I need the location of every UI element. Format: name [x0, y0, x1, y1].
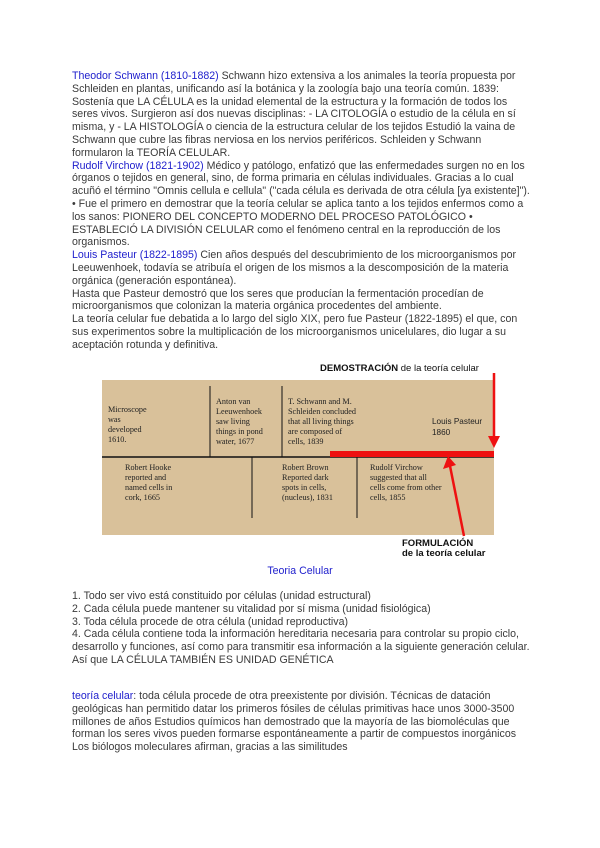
svg-text:cork, 1665: cork, 1665 [125, 493, 161, 502]
virchow-text: Médico y patólogo, enfatizó que las enfermedades surgen no en los órganos o tejidos en general, sino, de forma primaria en células individuales. Gracias a lo cual acuñó el término "Omnis cellula e cellula" ("cada célula es derivada de otra célula [ya existente]"). • Fue el primero en demostrar que la teoría celular se aplica tanto a los tejidos enfermos como a los sanos: PIONERO DEL CONCEPTO MODERNO DEL PROCESO PATOLÓGICO • ESTABLECIÓ LA DIVISIÓN CELULAR como el fenómeno central en la reproducción de los organismos. [72, 159, 530, 249]
svg-text:1860: 1860 [432, 428, 451, 437]
demostracion-label: DEMOSTRACIÓN de la teoría celular [320, 363, 479, 374]
paragraph-hasta: Hasta que Pasteur demostró que los seres que producían la fermentación procedían de microorganismos que colonizan la materia orgánica procedentes del ambiente. [72, 287, 484, 313]
teoria-celular-term: teoría celular [72, 690, 134, 702]
paragraph-la-teoria: La teoría celular fue debatida a lo largo del siglo XIX, pero fue Pasteur (1822-1895) el que, con sus experimentos sobre la multiplicación de los microorganismos unicelulares, dio lugar a su aceptación rotunda y definitiva. [72, 313, 518, 351]
svg-text:1610.: 1610. [108, 435, 127, 444]
schwann-text: Schwann hizo extensiva a los animales la teoría propuesta por Schleiden en plantas, unificando así la botánica y la zoología bajo una teoría común. 1839: Sostenía que LA CÉLULA es la unidad elemental de la estructura y la formación de todos los seres vivos. Surgieron así dos nuevas disciplinas: - LA CITOLOGÍA o estudio de la célula en sí misma, y - LA HISTOLOGÍA o ciencia de la estructura celular de los tejidos Estudió la vaina de Schwann que cubre las fibras nerviosa en los nervios periféricos. Schleiden y Schwann formularon la TEORÍA CELULAR. [72, 70, 516, 159]
svg-text:Microscope: Microscope [108, 405, 147, 414]
svg-text:developed: developed [108, 425, 142, 434]
svg-text:saw living: saw living [216, 417, 250, 426]
svg-text:spots in cells,: spots in cells, [282, 483, 327, 492]
closing-paragraph [72, 690, 532, 754]
svg-text:Rudolf Virchow: Rudolf Virchow [370, 463, 423, 472]
paragraph-schwann [72, 70, 532, 160]
formulacion-label-1: FORMULACIÓN [402, 538, 474, 549]
svg-text:are composed of: are composed of [288, 427, 343, 436]
svg-text:cells, 1839: cells, 1839 [288, 437, 324, 446]
svg-text:cells come from other: cells come from other [370, 483, 442, 492]
timeline-svg [72, 358, 532, 558]
svg-text:named cells in: named cells in [125, 483, 173, 492]
svg-text:reported and: reported and [125, 473, 167, 482]
svg-text:Louis Pasteur: Louis Pasteur [432, 417, 483, 426]
svg-text:Leeuwenhoek: Leeuwenhoek [216, 407, 262, 416]
timeline-figure [72, 358, 532, 558]
svg-text:Robert Hooke: Robert Hooke [125, 463, 172, 472]
svg-text:T. Schwann and M.: T. Schwann and M. [288, 397, 352, 406]
svg-text:cells, 1855: cells, 1855 [370, 493, 406, 502]
svg-text:Reported dark: Reported dark [282, 473, 329, 482]
svg-text:was: was [108, 415, 121, 424]
pasteur-text: Cien años después del descubrimiento de los microorganismos por Leeuwenhoek, todavía se atribuía el origen de los mismos a la descomposición de la materia orgánica (generación espontánea). [72, 249, 517, 287]
svg-text:suggested that all: suggested that all [370, 473, 427, 482]
svg-text:water, 1677: water, 1677 [216, 437, 255, 446]
svg-text:(nucleus), 1831: (nucleus), 1831 [282, 493, 333, 502]
schwann-name: Theodor Schwann (1810-1882) [72, 70, 219, 82]
svg-text:Anton van: Anton van [216, 397, 251, 406]
event-brown [282, 463, 333, 502]
list-item: 4. Cada célula contiene toda la información hereditaria necesaria para controlar su propio ciclo, desarrollo y funciones, así como para transmitir esa información a la siguiente generación celular. Así que LA CÉLULA TAMBIÉN ES UNIDAD GENÉTICA [72, 628, 530, 666]
body-text [72, 70, 532, 352]
list-item: 3. Toda célula procede de otra célula (unidad reproductiva) [72, 615, 349, 628]
closing-text: : toda célula procede de otra preexistente por división. Técnicas de datación geológicas han permitido datar los primeros fósiles de células primitivas hace unos 3000-3500 millones de años Estudios químicos han demostrado que la mayoría de las biomoléculas que forman los seres vivos pueden formarse espontáneamente a partir de compuestos inorgánicos Los biólogos moleculares afirman, gracias a las similitudes [72, 690, 517, 754]
figure-caption: Teoria Celular [267, 565, 333, 577]
principles-list [72, 590, 532, 667]
svg-text:that all living things: that all living things [288, 417, 354, 426]
svg-text:Robert Brown: Robert Brown [282, 463, 329, 472]
svg-text:Schleiden concluded: Schleiden concluded [288, 407, 356, 416]
formulacion-label-2: de la teoría celular [402, 548, 486, 558]
svg-text:things in pond: things in pond [216, 427, 263, 436]
paragraph-pasteur [72, 249, 532, 287]
pasteur-name: Louis Pasteur (1822-1895) [72, 249, 198, 262]
paragraph-virchow [72, 160, 532, 250]
list-item: 2. Cada célula puede mantener su vitalidad por sí misma (unidad fisiológica) [72, 602, 431, 615]
list-item: 1. Todo ser vivo está constituido por células (unidad estructural) [72, 590, 371, 602]
virchow-name: Rudolf Virchow (1821-1902) [72, 159, 204, 172]
